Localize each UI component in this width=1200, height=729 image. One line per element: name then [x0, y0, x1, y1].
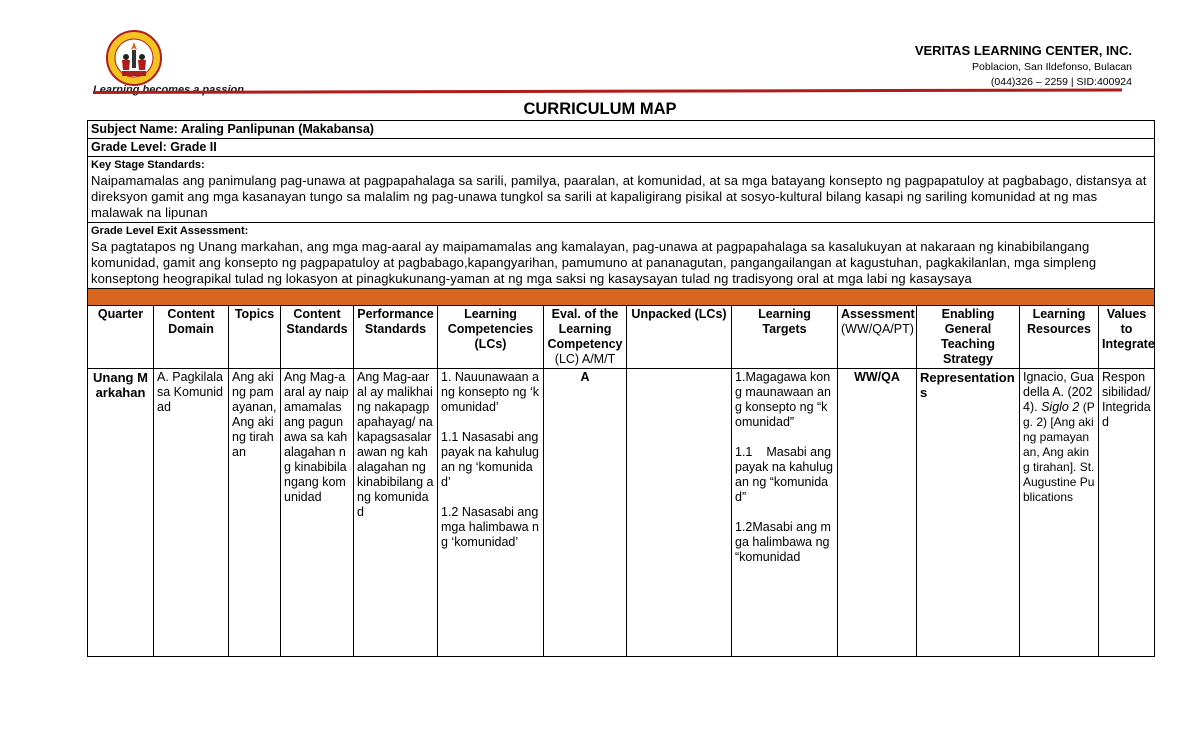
cell-unpacked — [627, 369, 732, 657]
target-text: Masabi ang mga halimbawa ng “komunidad — [735, 520, 831, 564]
target-text: Masabi ang payak na kahulugan ng “komunidad” — [735, 445, 833, 504]
target-item — [735, 370, 834, 430]
col-content-standards: Content Standards — [281, 306, 354, 369]
org-block — [915, 43, 1132, 88]
col-content-domain: Content Domain — [154, 306, 229, 369]
col-unpacked: Unpacked (LCs) — [627, 306, 732, 369]
exit-assessment-text: Sa pagtatapos ng Unang markahan, ang mga mag-aaral ay maipamamalas ang kamalayan, pag-unawa at pagpapahalaga sa kasalukuyan at nakaraan ng kinabibilangang komunidad, gamit ang konsepto ng pagpapatuloy at pagbabago,kapangyarihan, pamumuno at pananagutan, pangangailangan at kagustuhan, pagkakilanlan, mga simpleng konseptong heograpikal tulad ng lokasyon at pinagkukunang-yaman at ng mga saksi ng kasaysayan tulad ng tradisyong oral at mga labi ng kasaysaya — [91, 239, 1097, 286]
col-targets: Learning Targets — [732, 306, 838, 369]
key-stage-text: Naipamamalas ang panimulang pag-unawa at pagpapahalaga sa sarili, pamilya, paaralan, at komunidad, at sa mga batayang konsepto ng pagpapatuloy at pagbabago, distansya at direksyon gamit ang mga kasanayan tungo sa malalim ng pag-unawa tungkol sa sarili at kapaligirang pisikal at sosyo-kultural bilang kasapi ng sariling komunidad at ng mas malawak na lipunan — [91, 173, 1147, 220]
cell-strategy: Representations — [917, 369, 1020, 657]
col-resources: Learning Resources — [1020, 306, 1099, 369]
target-item — [735, 520, 834, 565]
grade-level: Grade Level: Grade II — [88, 139, 1155, 157]
cell-values: Responsibilidad/ Integridad — [1099, 369, 1155, 657]
school-logo — [98, 30, 170, 90]
col-assessment — [838, 306, 917, 369]
curriculum-map-table — [87, 120, 1155, 657]
col-performance-standards: Performance Standards — [354, 306, 438, 369]
col-values: Values to Integrate — [1099, 306, 1155, 369]
exit-assessment-label: Grade Level Exit Assessment: — [91, 225, 249, 237]
target-num: 1.1 — [735, 445, 753, 459]
resources-rest: (Pg. 2) [Ang aking pamayanan, Ang aking tirahan]. St. Augustine Publications — [1023, 400, 1095, 504]
col-topics: Topics — [229, 306, 281, 369]
col-assessment-sub: (WW/QA/PT) — [841, 322, 914, 336]
cell-quarter: Unang Markahan — [88, 369, 154, 657]
key-stage-label: Key Stage Standards: — [91, 159, 205, 171]
resources-author: Ignacio, Guadella A. (2024). — [1023, 370, 1094, 414]
exit-assessment — [88, 223, 1155, 289]
cell-eval: A — [544, 369, 627, 657]
col-eval — [544, 306, 627, 369]
cell-performance-standards: Ang Mag-aaral ay malikhaing nakapagpapahayag/ nakapagsasalarawan ng kahalagahan ng kinabibilang ang komunidad — [354, 369, 438, 657]
cell-content-domain: A. Pagkilala sa Komunidad — [154, 369, 229, 657]
col-strategy: Enabling General Teaching Strategy — [917, 306, 1020, 369]
target-text: Magagawa kong maunawaan ang konsepto ng “komunidad” — [735, 370, 831, 429]
orange-band — [88, 289, 1155, 306]
competency-item: 1.1 Nasasabi ang payak na kahulugan ng ‘komunidad’ — [441, 430, 539, 489]
competency-item: 1. Nauunawaan ang konsepto ng ‘komunidad’ — [441, 370, 539, 414]
col-eval-suffix: (LC) A/M/T — [554, 352, 616, 366]
key-stage-standards — [88, 157, 1155, 223]
target-num: 1. — [735, 370, 746, 384]
competency-item: 1.2 Nasasabi ang mga halimbawa ng ‘komunidad’ — [441, 505, 539, 549]
cell-resources — [1020, 369, 1099, 657]
page-title: CURRICULUM MAP — [523, 100, 677, 118]
resources-title: Siglo 2 — [1041, 400, 1080, 414]
org-contact: (044)326 – 2259 | SID:400924 — [990, 76, 1132, 88]
org-name: VERITAS LEARNING CENTER, INC. — [914, 43, 1132, 58]
subject-name: Subject Name: Araling Panlipunan (Makabansa) — [88, 121, 1155, 139]
col-quarter: Quarter — [88, 306, 154, 369]
col-assessment-main: Assessment — [841, 307, 915, 321]
cell-competencies — [438, 369, 544, 657]
cell-topics: Ang aking pamayanan, Ang aking tirahan — [229, 369, 281, 657]
col-competencies: Learning Competencies (LCs) — [438, 306, 544, 369]
target-num: 1.2 — [735, 520, 753, 534]
cell-content-standards: Ang Mag-aaral ay naipamamalas ang pagunawa sa kahalagahan ng kinabibilangang komunidad — [281, 369, 354, 657]
col-eval-main: Eval. of the Learning Competency — [547, 307, 623, 351]
cell-targets — [732, 369, 838, 657]
org-address: Poblacion, San Ildefonso, Bulacan — [972, 61, 1132, 73]
target-item — [735, 445, 834, 505]
header-divider — [93, 88, 1122, 94]
cell-assessment: WW/QA — [838, 369, 917, 657]
